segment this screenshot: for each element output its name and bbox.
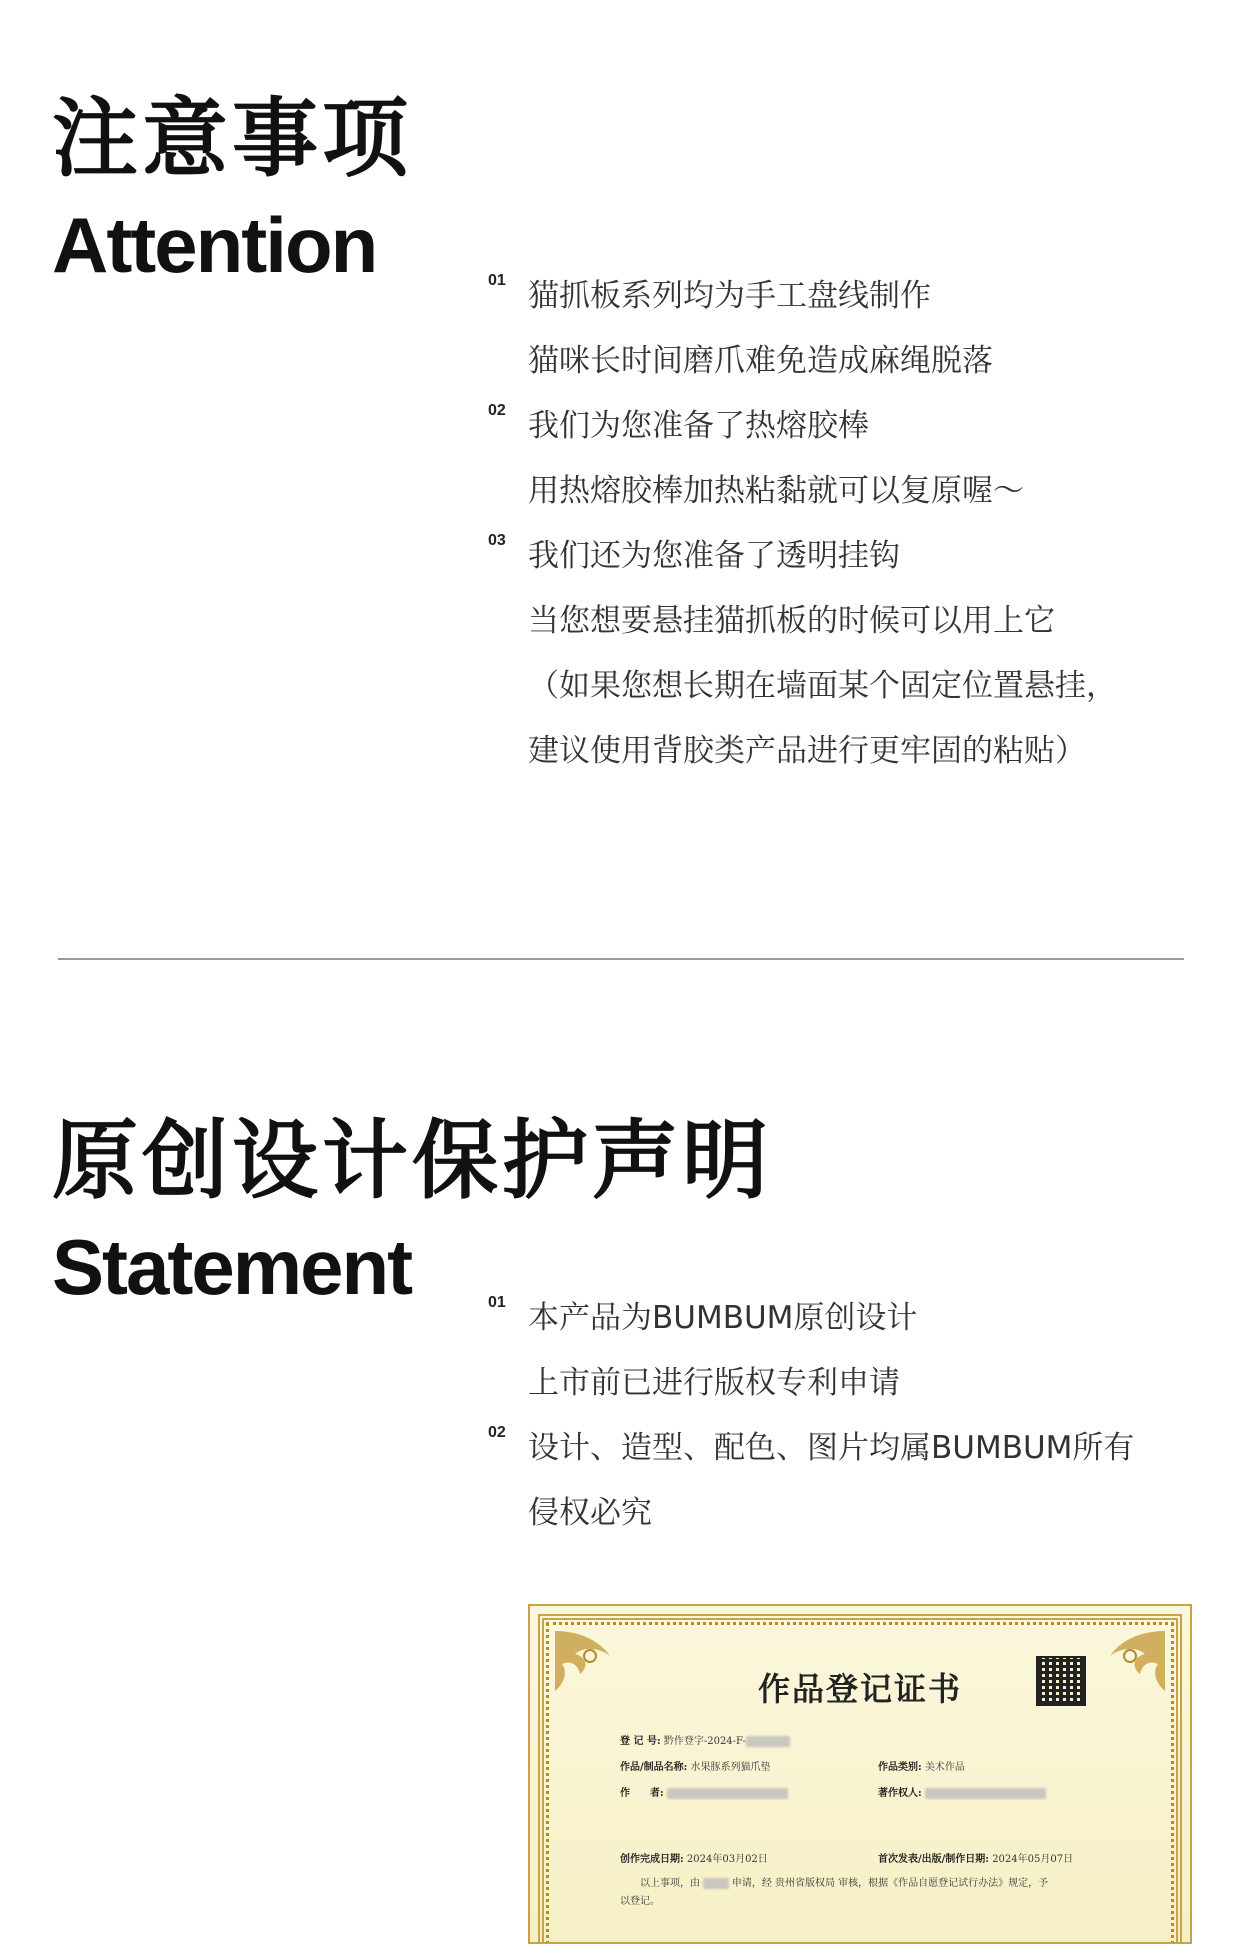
cert-value: 美术作品 bbox=[924, 1762, 965, 1773]
cert-author bbox=[620, 1784, 788, 1799]
cert-label: 作品/制品名称: bbox=[620, 1762, 688, 1773]
note-line: 侵权必究 bbox=[528, 1495, 652, 1531]
cert-label: 登 记 号: bbox=[620, 1736, 661, 1747]
note-number: 03 bbox=[488, 532, 506, 549]
cert-value: 2024年05月07日 bbox=[992, 1854, 1074, 1865]
cert-label: 著作权人: bbox=[878, 1788, 922, 1799]
note-line: 上市前已进行版权专利申请 bbox=[528, 1365, 900, 1401]
cert-value: 2024年03月02日 bbox=[686, 1854, 768, 1865]
cert-label: 创作完成日期: bbox=[620, 1854, 684, 1865]
attention-notes bbox=[488, 264, 1208, 784]
note-line: 猫抓板系列均为手工盘线制作 bbox=[528, 278, 931, 314]
note-number: 02 bbox=[488, 1424, 506, 1441]
attention-note-03 bbox=[488, 524, 1208, 784]
note-number: 02 bbox=[488, 402, 506, 419]
note-number: 01 bbox=[488, 272, 506, 289]
cert-label: 作品类别: bbox=[878, 1762, 922, 1773]
attention-note-01 bbox=[488, 264, 1208, 394]
cert-work-type bbox=[878, 1758, 965, 1773]
note-line: 我们为您准备了热熔胶棒 bbox=[528, 408, 869, 444]
note-line: （如果您想长期在墙面某个固定位置悬挂， bbox=[528, 668, 1117, 704]
qr-code-icon bbox=[1038, 1658, 1084, 1704]
attention-title-cn: 注意事项 bbox=[52, 89, 412, 189]
statement-note-01 bbox=[488, 1286, 1208, 1416]
attention-note-02 bbox=[488, 394, 1208, 524]
note-line: 用热熔胶棒加热粘黏就可以复原喔～ bbox=[528, 473, 1024, 509]
certificate-title: 作品登记证书 bbox=[757, 1670, 962, 1708]
statement-notes bbox=[488, 1286, 1208, 1546]
note-line: 设计、造型、配色、图片均属BUMBUM所有 bbox=[528, 1430, 1135, 1466]
cert-value: 黔作登字-2024-F- bbox=[663, 1736, 746, 1747]
cert-label: 作 者: bbox=[620, 1788, 664, 1799]
section-divider bbox=[58, 958, 1184, 960]
cert-completed-date bbox=[620, 1850, 768, 1865]
cert-published-date bbox=[878, 1850, 1073, 1865]
redacted-text bbox=[667, 1788, 788, 1799]
statement-title-en: Statement bbox=[52, 1223, 412, 1311]
note-line: 猫咪长时间磨爪难免造成麻绳脱落 bbox=[528, 343, 993, 379]
cert-reg-no bbox=[620, 1732, 790, 1747]
note-line: 本产品为BUMBUM原创设计 bbox=[528, 1300, 918, 1336]
statement-note-02 bbox=[488, 1416, 1208, 1546]
redacted-text bbox=[925, 1788, 1046, 1799]
statement-title-cn: 原创设计保护声明 bbox=[52, 1111, 772, 1211]
note-line: 建议使用背胶类产品进行更牢固的粘贴） bbox=[528, 733, 1086, 769]
redacted-text bbox=[746, 1736, 791, 1747]
cert-body-part: 以上事项，由 bbox=[640, 1878, 700, 1889]
attention-title-en: Attention bbox=[52, 201, 377, 289]
note-line: 当您想要悬挂猫抓板的时候可以用上它 bbox=[528, 603, 1055, 639]
cert-work-name bbox=[620, 1758, 771, 1773]
cert-body-text-end bbox=[620, 1892, 660, 1907]
redacted-text bbox=[703, 1878, 728, 1889]
note-line: 我们还为您准备了透明挂钩 bbox=[528, 538, 900, 574]
cert-body-text bbox=[640, 1874, 1048, 1889]
cert-body-part: 以登记。 bbox=[620, 1896, 660, 1907]
cert-value: 水果豚系列猫爪垫 bbox=[690, 1762, 771, 1773]
cert-label: 首次发表/出版/制作日期: bbox=[878, 1854, 989, 1865]
note-number: 01 bbox=[488, 1294, 506, 1311]
cert-owner bbox=[878, 1784, 1046, 1799]
cert-body-part: 申请，经 贵州省版权局 审核，根据《作品自愿登记试行办法》规定，予 bbox=[731, 1878, 1049, 1889]
copyright-certificate bbox=[528, 1604, 1192, 1944]
